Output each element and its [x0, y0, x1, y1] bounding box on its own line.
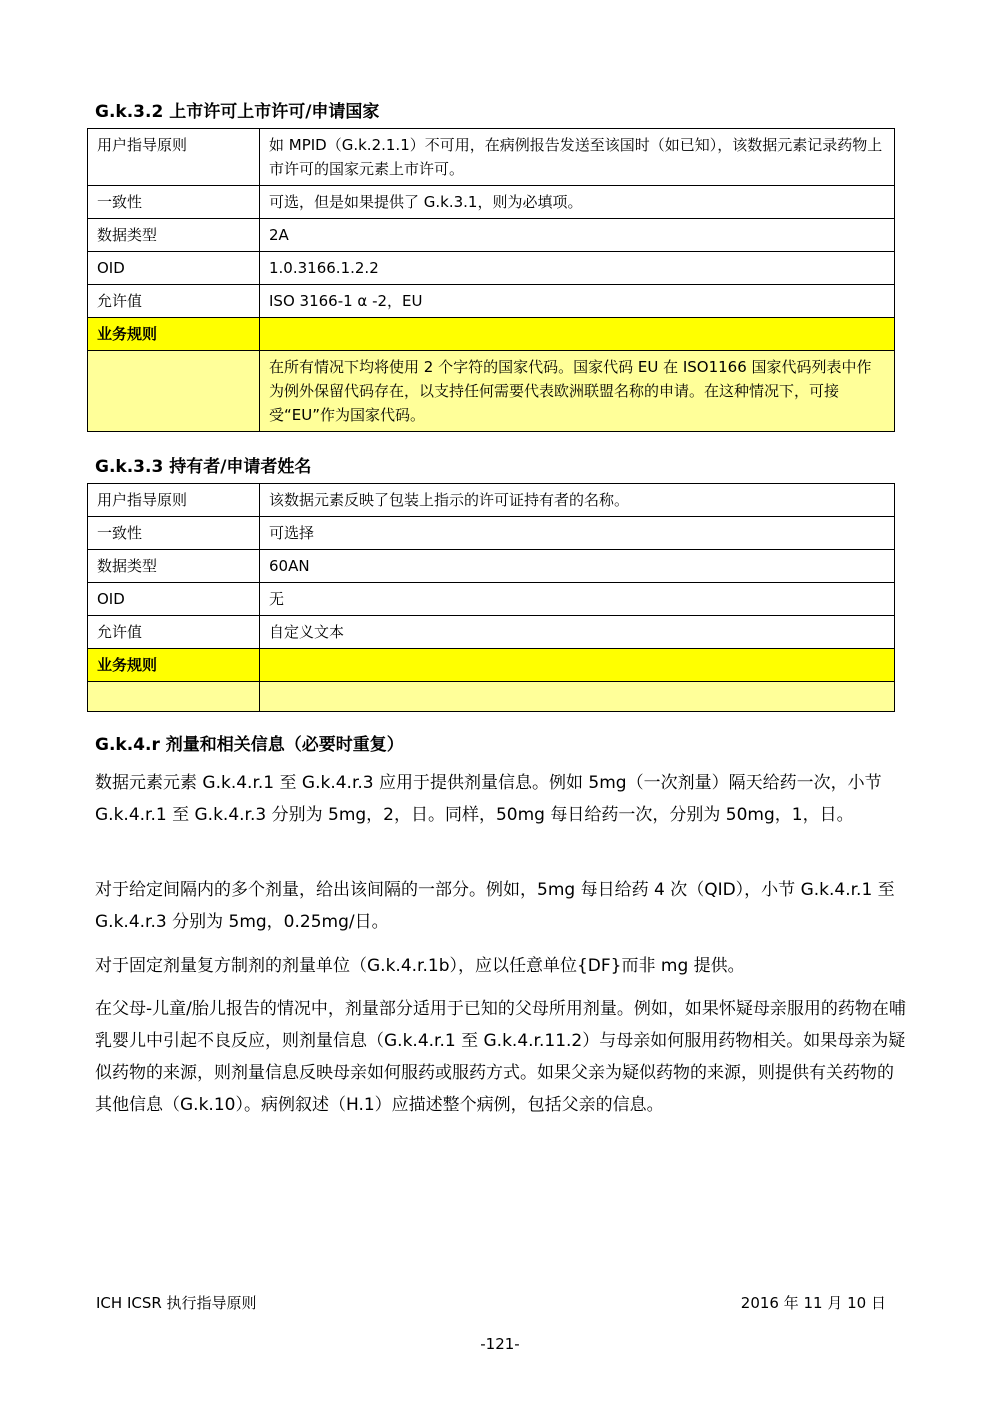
row-label: 数据类型: [88, 219, 260, 252]
row-label: 允许值: [88, 285, 260, 318]
row-label: OID: [88, 583, 260, 616]
row-value: 可选，但是如果提供了 G.k.3.1，则为必填项。: [260, 186, 895, 219]
table-row: [88, 484, 895, 517]
business-rule-header-row: [88, 649, 895, 682]
table-row: [88, 186, 895, 219]
spec-table-holder-name: [87, 483, 895, 712]
business-rule-header-blank: [260, 318, 895, 351]
row-value: 60AN: [260, 550, 895, 583]
row-value: 1.0.3166.1.2.2: [260, 252, 895, 285]
row-label: OID: [88, 252, 260, 285]
row-value: 无: [260, 583, 895, 616]
row-value: ISO 3166-1 α -2，EU: [260, 285, 895, 318]
table-row: [88, 583, 895, 616]
business-rule-blank: [88, 351, 260, 432]
row-label: 用户指导原则: [88, 129, 260, 186]
section-heading: G.k.3.3 持有者/申请者姓名: [95, 457, 312, 477]
table-row: [88, 219, 895, 252]
business-rule-header-blank: [260, 649, 895, 682]
row-value: 该数据元素反映了包装上指示的许可证持有者的名称。: [260, 484, 895, 517]
business-rule-label: 业务规则: [88, 649, 260, 682]
body-paragraph: 数据元素元素 G.k.4.r.1 至 G.k.4.r.3 应用于提供剂量信息。例如 5mg（一次剂量）隔天给药一次，小节 G.k.4.r.1 至 G.k.4.r.3 分别为 5mg，2，日。同样，50mg 每日给药一次，分别为 50mg，1，日。: [95, 773, 882, 825]
row-value: 自定义文本: [260, 616, 895, 649]
row-value: 如 MPID（G.k.2.1.1）不可用，在病例报告发送至该国时（如已知），该数据元素记录药物上市许可的国家元素上市许可。: [260, 129, 895, 186]
table-row: [88, 129, 895, 186]
business-rule-label: 业务规则: [88, 318, 260, 351]
body-paragraph: 对于给定间隔内的多个剂量，给出该间隔的一部分。例如，5mg 每日给药 4 次（QID），小节 G.k.4.r.1 至 G.k.4.r.3 分别为 5mg，0.25mg/日。: [95, 880, 895, 932]
row-value: 2A: [260, 219, 895, 252]
business-rule-blank: [88, 682, 260, 712]
section-heading: G.k.4.r 剂量和相关信息（必要时重复）: [95, 735, 404, 755]
business-rule-text: [260, 682, 895, 712]
table-row: [88, 252, 895, 285]
table-row: [88, 550, 895, 583]
table-row: [88, 517, 895, 550]
business-rule-row: [88, 351, 895, 432]
page-number: -121-: [480, 1335, 520, 1353]
table-row: [88, 616, 895, 649]
business-rule-text: 在所有情况下均将使用 2 个字符的国家代码。国家代码 EU 在 ISO1166 国家代码列表中作为例外保留代码存在，以支持任何需要代表欧洲联盟名称的申请。在这种情况下，可接受“EU”作为国家代码。: [260, 351, 895, 432]
row-label: 一致性: [88, 186, 260, 219]
body-paragraph: 对于固定剂量复方制剂的剂量单位（G.k.4.r.1b），应以任意单位{DF}而非 mg 提供。: [95, 956, 745, 976]
business-rule-header-row: [88, 318, 895, 351]
footer-date: 2016 年 11 月 10 日: [740, 1294, 886, 1312]
table-row: [88, 285, 895, 318]
footer-document-title: ICH ICSR 执行指导原则: [96, 1294, 257, 1312]
spec-table-marketing-country: [87, 128, 895, 432]
row-label: 数据类型: [88, 550, 260, 583]
row-label: 允许值: [88, 616, 260, 649]
section-heading: G.k.3.2 上市许可上市许可/申请国家: [95, 102, 380, 122]
row-value: 可选择: [260, 517, 895, 550]
body-paragraph: 在父母-儿童/胎儿报告的情况中，剂量部分适用于已知的父母所用剂量。例如，如果怀疑母亲服用的药物在哺乳婴儿中引起不良反应，则剂量信息（G.k.4.r.1 至 G.k.4.r.11.2）与母亲如何服用药物相关。如果母亲为疑似药物的来源，则剂量信息反映母亲如何服药或服药方式。如果父亲为疑似药物的来源，则提供有关药物的其他信息（G.k.10）。病例叙述（H.1）应描述整个病例，包括父亲的信息。: [95, 999, 906, 1115]
row-label: 用户指导原则: [88, 484, 260, 517]
business-rule-row: [88, 682, 895, 712]
row-label: 一致性: [88, 517, 260, 550]
